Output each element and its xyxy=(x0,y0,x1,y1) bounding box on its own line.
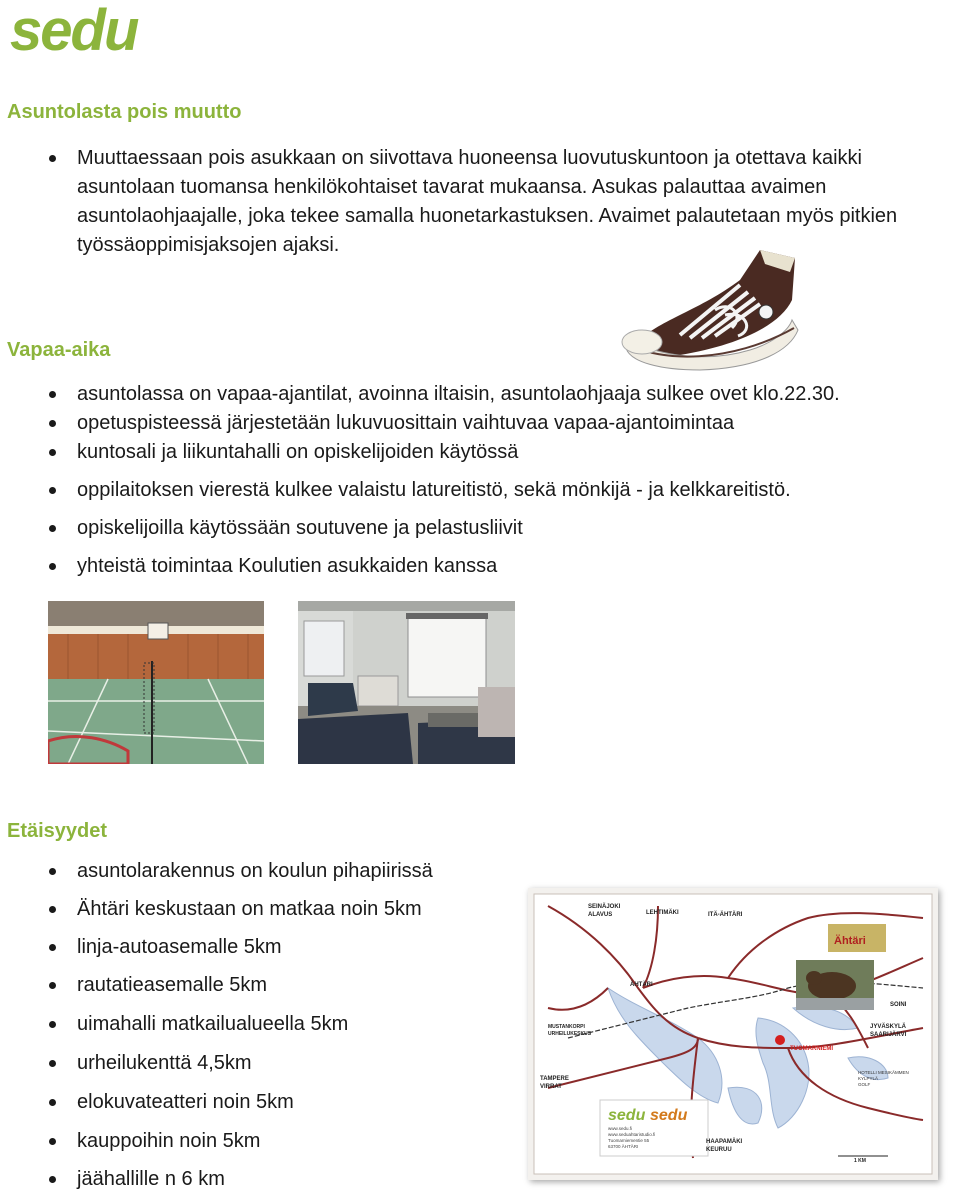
list-item: uimahalli matkailualueella 5km xyxy=(7,1010,507,1038)
map-label-hotel: HOTELLI MESIKÄMMEN xyxy=(858,1070,909,1075)
map-label-itaahtari: ITÄ-ÄHTÄRI xyxy=(708,912,743,918)
list-item: kauppoihin noin 5km xyxy=(7,1127,507,1155)
sneaker-image xyxy=(620,240,802,372)
list-item: rautatieasemalle 5km xyxy=(7,971,507,999)
map-label-urheilukeskus: URHEILUKESKUS xyxy=(548,1031,592,1037)
distances-list xyxy=(7,857,507,1193)
heading-distances: Etäisyydet xyxy=(7,820,108,842)
list-item: asuntolassa on vapaa-ajantilat, avoinna iltaisin, asuntolaohjaaja sulkee ovet klo.22.30. xyxy=(7,380,907,408)
list-item: urheilukenttä 4,5km xyxy=(7,1049,507,1077)
list-item: Ähtäri keskustaan on matkaa noin 5km xyxy=(7,895,507,923)
map-label-seinajoki: SEINÄJOKI xyxy=(588,904,621,910)
list-item: Muuttaessaan pois asukkaan on siivottava huoneensa luovutuskuntoon ja otettava kaikki asuntolaan tuomansa henkilökohtaiset tavarat mukaansa. Asukas palauttaa avaimen asuntolaohjaajalle, joka tekee samalla huonetarkastuksen. Avaimet palautetaan myös pitkien työssäoppimisjaksojen ajaksi. xyxy=(7,144,927,260)
map-label-lehtimaki: LEHTIMÄKI xyxy=(646,910,679,916)
area-map xyxy=(528,888,938,1180)
map-label-golf: GOLF xyxy=(858,1082,871,1087)
list-item: jäähallille n 6 km xyxy=(7,1165,507,1193)
map-label-tuomarniemi: TUOMARNIEMI xyxy=(790,1046,833,1052)
map-label-ahtari: ÄHTÄRI xyxy=(630,982,653,988)
svg-text:sedu: sedu xyxy=(10,0,138,60)
heading-free-time: Vapaa-aika xyxy=(7,339,111,361)
map-label-spa: KYLPYLÄ xyxy=(858,1076,879,1081)
map-zoo-label: Ähtäri xyxy=(834,935,866,947)
free-time-list xyxy=(7,380,907,580)
map-logo-1: sedu xyxy=(608,1107,646,1124)
list-item: linja-autoasemalle 5km xyxy=(7,933,507,961)
map-address-line: www.seduahtaristudio.fi xyxy=(608,1132,656,1137)
map-label-mustankorpi: MUSTANKORPI xyxy=(548,1024,585,1030)
map-logo-2: sedu xyxy=(650,1107,688,1124)
map-label-tampere: TAMPERE xyxy=(540,1076,569,1082)
list-item: kuntosali ja liikuntahalli on opiskelijoiden käytössä xyxy=(7,438,907,466)
map-label-haapamaki: HAAPAMÄKI xyxy=(706,1139,743,1145)
heading-moving-out: Asuntolasta pois muutto xyxy=(7,101,242,123)
map-label-alavus: ALAVUS xyxy=(588,912,613,918)
map-scale-label: 1 KM xyxy=(854,1158,866,1164)
map-label-jyvaskyla: JYVÄSKYLÄ xyxy=(870,1024,907,1030)
map-label-saarijarvi: SAARIJÄRVI xyxy=(870,1032,907,1038)
map-address-line: www.sedu.fi xyxy=(608,1126,633,1131)
map-label-virrat: VIRRAT xyxy=(540,1084,562,1090)
list-item: asuntolarakennus on koulun pihapiirissä xyxy=(7,857,507,885)
list-item: opiskelijoilla käytössään soutuvene ja pelastusliivit xyxy=(7,514,907,542)
lounge-photo xyxy=(298,601,515,764)
sedu-logo-graphic xyxy=(8,0,156,60)
map-address-line: 63700 ÄHTÄRI xyxy=(608,1144,639,1149)
list-item: oppilaitoksen vierestä kulkee valaistu latureitistö, sekä mönkijä - ja kelkkareitistö. xyxy=(7,476,907,504)
map-address-line: Tuomarniementie 55 xyxy=(608,1138,650,1143)
list-item: yhteistä toimintaa Koulutien asukkaiden kanssa xyxy=(7,552,907,580)
list-item: elokuvateatteri noin 5km xyxy=(7,1088,507,1116)
map-label-keuruu: KEURUU xyxy=(706,1147,732,1153)
sports-hall-photo xyxy=(48,601,264,764)
map-label-soini: SOINI xyxy=(890,1002,907,1008)
sedu-logo xyxy=(8,0,156,60)
list-item: opetuspisteessä järjestetään lukuvuosittain vaihtuvaa vapaa-ajantoimintaa xyxy=(7,409,907,437)
